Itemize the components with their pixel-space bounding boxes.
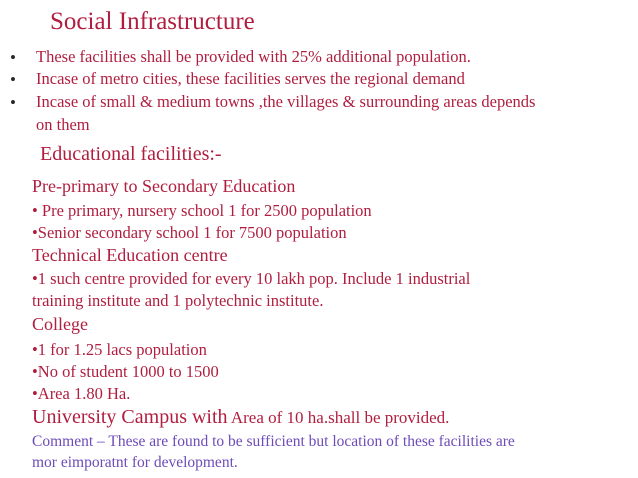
university-heading: University Campus with	[32, 406, 228, 428]
college-item: •No of student 1000 to 1500	[32, 362, 219, 381]
bullet-text: Incase of metro cities, these facilities serves the regional demand	[36, 69, 465, 88]
bullet-marker: •	[10, 93, 16, 112]
preprimary-heading: Pre-primary to Secondary Education	[32, 176, 296, 196]
technical-heading: Technical Education centre	[32, 245, 228, 265]
bullet-text: These facilities shall be provided with 25% additional population.	[36, 47, 471, 66]
college-item: •Area 1.80 Ha.	[32, 384, 131, 403]
bullet-marker: •	[10, 48, 16, 67]
technical-line: •1 such centre provided for every 10 lakh pop. Include 1 industrial	[32, 269, 471, 288]
university-line	[32, 406, 449, 429]
university-detail: Area of 10 ha.shall be provided.	[227, 408, 450, 427]
preprimary-item: •Senior secondary school 1 for 7500 population	[32, 223, 347, 242]
slide-title: Social Infrastructure	[50, 8, 255, 35]
college-heading: College	[32, 314, 88, 334]
bullet-text: Incase of small & medium towns ,the villages & surrounding areas depends	[36, 92, 536, 111]
technical-line: training institute and 1 polytechnic institute.	[32, 291, 324, 310]
comment-line: Comment – These are found to be sufficient but location of these facilities are	[32, 433, 515, 450]
preprimary-item: • Pre primary, nursery school 1 for 2500 population	[32, 201, 372, 220]
bullet-text-continuation: on them	[36, 115, 90, 134]
college-item: •1 for 1.25 lacs population	[32, 340, 207, 359]
educational-heading: Educational facilities:-	[40, 143, 222, 165]
bullet-marker: •	[10, 70, 16, 89]
comment-line: mor eimporatnt for development.	[32, 454, 238, 471]
